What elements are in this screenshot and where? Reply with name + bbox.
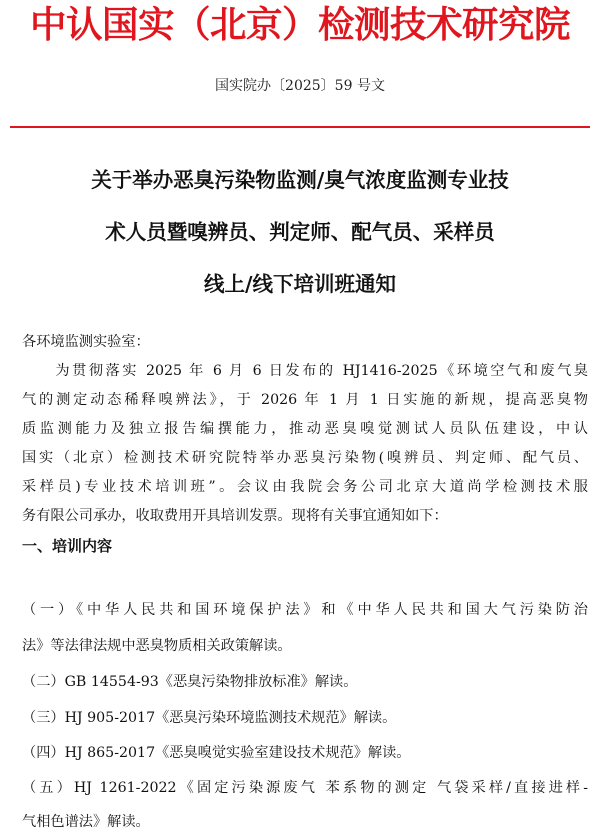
institute-name-header: 中认国实（北京）检测技术研究院 (30, 3, 570, 46)
training-item: （三）HJ 905-2017《恶臭污染环境监测技术规范》解读。 (22, 710, 397, 726)
training-item: （五）HJ 1261-2022《固定污染源废气 苯系物的测定 气袋采样/直接进样- (22, 780, 588, 796)
training-item: （四）HJ 865-2017《恶臭嗅觉实验室建设技术规范》解读。 (22, 745, 411, 761)
intro-paragraph-line: 采样员)专业技术培训班”。会议由我院会务公司北京大道尚学检测技术服 (22, 479, 588, 495)
training-item: （二）GB 14554-93《恶臭污染物排放标准》解读。 (22, 674, 358, 690)
document-title-line-3: 线上/线下培训班通知 (204, 272, 396, 296)
red-divider-line (10, 126, 590, 128)
intro-paragraph-line: 为贯彻落实 2025 年 6 月 6 日发布的 HJ1416-2025《环境空气和废气臭 (22, 363, 588, 379)
training-item: 法》等法律法规中恶臭物质相关政策解读。 (22, 638, 292, 654)
training-item: （一）《中华人民共和国环境保护法》和《中华人民共和国大气污染防治 (22, 602, 588, 618)
document-title-line-2: 术人员暨嗅辨员、判定师、配气员、采样员 (105, 220, 495, 244)
intro-paragraph-line: 国实（北京）检测技术研究院特举办恶臭污染物(嗅辨员、判定师、配气员、 (22, 450, 588, 466)
intro-paragraph-line: 气的测定动态稀释嗅辨法》，于 2026 年 1 月 1 日实施的新规，提高恶臭物 (22, 392, 588, 408)
salutation: 各环境监测实验室： (22, 334, 150, 350)
document-title-line-1: 关于举办恶臭污染物监测/臭气浓度监测专业技 (91, 168, 509, 192)
intro-paragraph-line: 务有限公司承办，收取费用开具培训发票。现将有关事宜通知如下： (22, 508, 448, 524)
training-item: 气相色谱法》解读。 (22, 814, 150, 830)
intro-paragraph-line: 质监测能力及独立报告编撰能力，推动恶臭嗅觉测试人员队伍建设，中认 (22, 421, 588, 437)
document-number: 国实院办〔2025〕59 号文 (215, 78, 385, 94)
section-heading-training-content: 一、培训内容 (22, 537, 113, 555)
